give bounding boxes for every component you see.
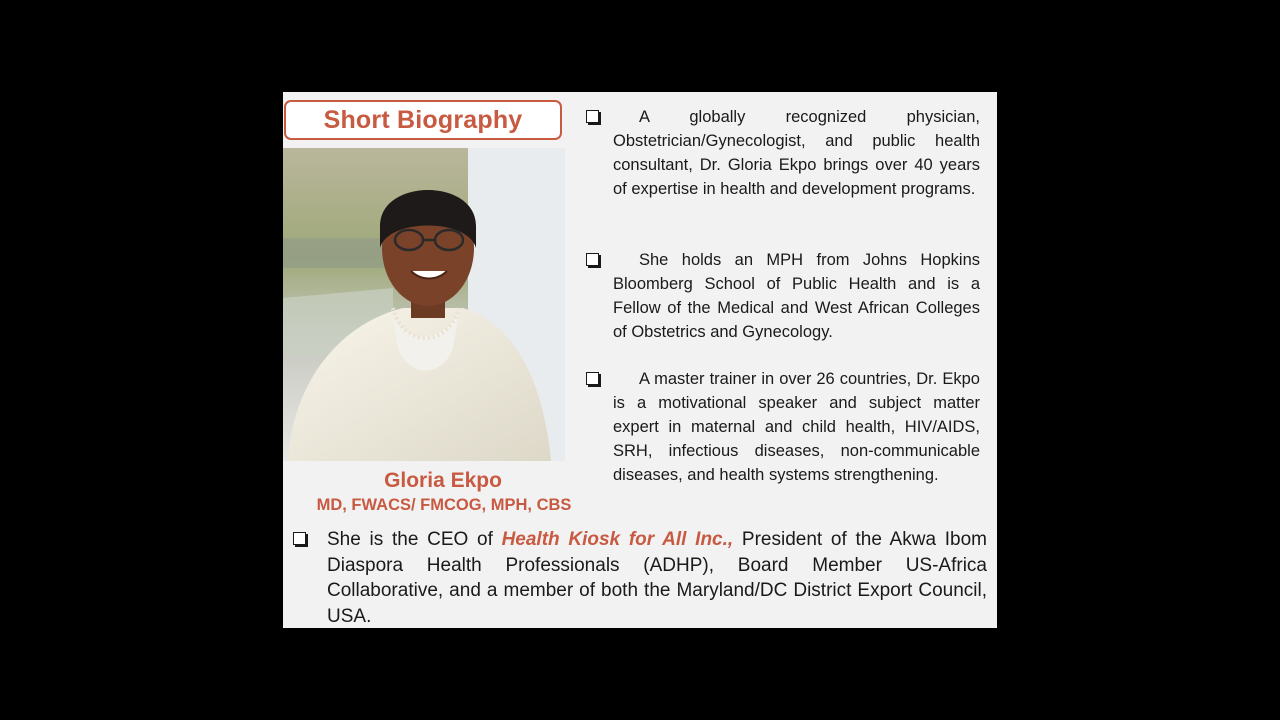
checkbox-square-icon (293, 532, 306, 545)
slide-title: Short Biography (323, 105, 523, 134)
bio-bullet (586, 105, 980, 201)
bullet-text-suffix: President of the Akwa Ibom Diaspora Health Professionals (ADHP), Board Member US-Africa Collaborative, and a member of both the Maryland/DC District Export Council, USA. (327, 529, 987, 627)
bullet-text: She holds an MPH from Johns Hopkins Bloomberg School of Public Health and is a Fellow of the Medical and West African Colleges of Obstetrics and Gynecology. (613, 251, 980, 341)
bullet-text: A master trainer in over 26 countries, Dr. Ekpo is a motivational speaker and subject matter expert in maternal and child health, HIV/AIDS, SRH, infectious diseases, non-communicable diseases, and health systems strengthening. (613, 370, 980, 484)
company-name: Health Kiosk for All Inc., (501, 529, 734, 550)
bullet-text: A globally recognized physician, Obstetrician/Gynecologist, and public health consultant, Dr. Gloria Ekpo brings over 40 years of expertise in health and development programs. (613, 108, 980, 198)
bullet-text (327, 527, 987, 628)
bio-bullet (586, 248, 980, 344)
title-box (284, 100, 562, 140)
portrait-photo (283, 148, 565, 461)
portrait-illustration (283, 148, 565, 461)
person-credentials: MD, FWACS/ FMCOG, MPH, CBS (316, 496, 572, 514)
person-name: Gloria Ekpo (384, 469, 502, 492)
checkbox-square-icon (586, 253, 599, 266)
bullet-text-prefix: She is the CEO of (327, 529, 502, 550)
biography-slide (283, 92, 997, 628)
checkbox-square-icon (586, 110, 599, 123)
bio-bullet (293, 527, 987, 628)
bio-bullet (586, 367, 980, 487)
checkbox-square-icon (586, 372, 599, 385)
